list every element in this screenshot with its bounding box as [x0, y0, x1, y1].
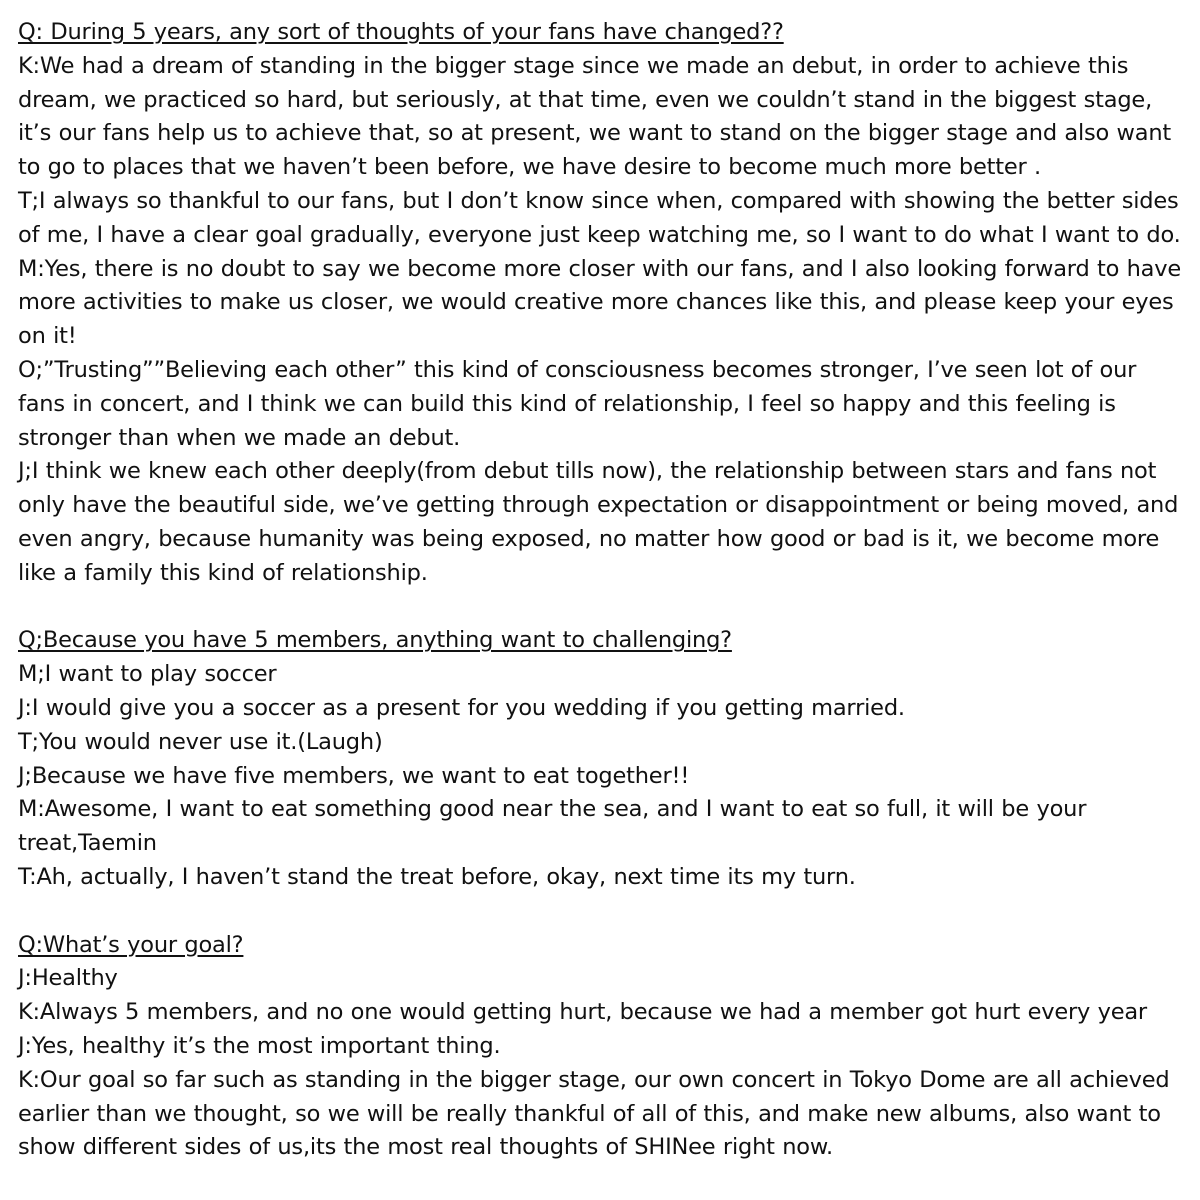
- qa-section-challenge: [18, 624, 1190, 894]
- answer-paragraph: J;Because we have five members, we want to eat together!!: [18, 762, 690, 789]
- section-spacer: [18, 895, 1190, 929]
- answer-paragraph: K:We had a dream of standing in the bigger stage since we made an debut, in order to achieve this dream, we practiced so hard, but seriously, at that time, even we couldn’t stand in the biggest stage, it’s our fans help us to achieve that, so at present, we want to stand on the bigger stage and also want to go to places that we haven’t been before, we have desire to become much more better .: [18, 52, 1172, 181]
- answer-paragraph: M:Yes, there is no doubt to say we become more closer with our fans, and I also looking forward to have more activities to make us closer, we would creative more chances like this, and please keep your eyes on it!: [18, 255, 1182, 350]
- qa-section-fans: [18, 16, 1190, 591]
- question-heading: Q:What’s your goal?: [18, 931, 244, 958]
- answer-paragraph: J:Yes, healthy it’s the most important thing.: [18, 1032, 501, 1059]
- section-spacer: [18, 591, 1190, 625]
- question-heading: Q;Because you have 5 members, anything want to challenging?: [18, 627, 732, 654]
- answer-paragraph: K:Our goal so far such as standing in the bigger stage, our own concert in Tokyo Dome are all achieved earlier than we thought, so we will be really thankful of all of this, and make new albums, also want to show different sides of us,its the most real thoughts of SHINee right now.: [18, 1066, 1170, 1161]
- answer-paragraph: M:Awesome, I want to eat something good near the sea, and I want to eat so full, it will be your treat,Taemin: [18, 796, 1087, 857]
- answer-paragraph: T;I always so thankful to our fans, but I don’t know since when, compared with showing the better sides of me, I have a clear goal gradually, everyone just keep watching me, so I want to do what I want to do.: [18, 187, 1181, 248]
- answer-paragraph: J;I think we knew each other deeply(from debut tills now), the relationship between stars and fans not only have the beautiful side, we’ve getting through expectation or disappointment or being moved, and even angry, because humanity was being exposed, no matter how good or bad is it, we become more like a family this kind of relationship.: [18, 458, 1179, 586]
- answer-paragraph: K:Always 5 members, and no one would getting hurt, because we had a member got hurt every year: [18, 999, 1147, 1026]
- qa-section-goal: [18, 929, 1190, 1166]
- question-heading: Q: During 5 years, any sort of thoughts of your fans have changed??: [18, 19, 784, 45]
- answer-paragraph: J:Healthy: [18, 965, 118, 992]
- answer-paragraph: T:Ah, actually, I haven’t stand the treat before, okay, next time its my turn.: [18, 863, 856, 890]
- answer-paragraph: T;You would never use it.(Laugh): [18, 728, 383, 755]
- answer-paragraph: J:I would give you a soccer as a present for you wedding if you getting married.: [18, 694, 905, 721]
- answer-paragraph: O;”Trusting””Believing each other” this kind of consciousness becomes stronger, I’ve seen lot of our fans in concert, and I think we can build this kind of relationship, I feel so happy and this feeling is stronger than when we made an debut.: [18, 356, 1137, 451]
- document-page: [18, 16, 1190, 1165]
- answer-paragraph: M;I want to play soccer: [18, 661, 277, 688]
